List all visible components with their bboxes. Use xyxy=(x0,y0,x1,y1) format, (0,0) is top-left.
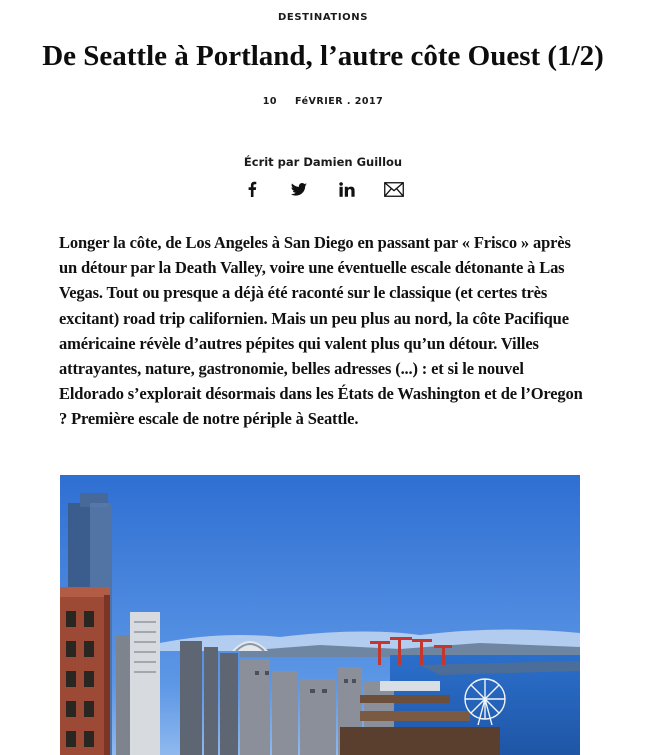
article-lead: Longer la côte, de Los Angeles à San Diego en passant par « Frisco » après un détour par la Death Valley, voire une éventuelle escale détonante à Las Vegas. Tout ou presque a déjà été raconté sur le classique (et certes très excitant) road trip californien. Mais un peu plus au nord, la côte Pacifique américaine révèle d’autres pépites qui valent plus qu’un détour. Villes attrayantes, nature, gastronomie, belles adresses (...) : et si le nouvel Eldorado s’explorait désormais dans les États de Washington et de l’Oregon ? Première escale de notre périple à Seattle. xyxy=(59,233,583,429)
share-bar xyxy=(240,178,406,200)
date-day: 10 xyxy=(262,96,277,107)
article-date xyxy=(0,96,646,107)
email-icon[interactable] xyxy=(382,178,406,200)
article-category[interactable]: DESTINATIONS xyxy=(277,12,369,23)
date-month-year: FéVRIER . 2017 xyxy=(295,96,384,107)
seattle-skyline-photo xyxy=(60,475,580,755)
article-title: De Seattle à Portland, l’autre côte Ouest (1/2) xyxy=(42,40,604,72)
facebook-icon[interactable] xyxy=(240,178,264,200)
linkedin-icon[interactable] xyxy=(335,178,359,200)
article-author[interactable]: Écrit par Damien Guillou xyxy=(243,155,403,169)
article-hero-image xyxy=(60,475,580,755)
twitter-icon[interactable] xyxy=(287,178,311,200)
